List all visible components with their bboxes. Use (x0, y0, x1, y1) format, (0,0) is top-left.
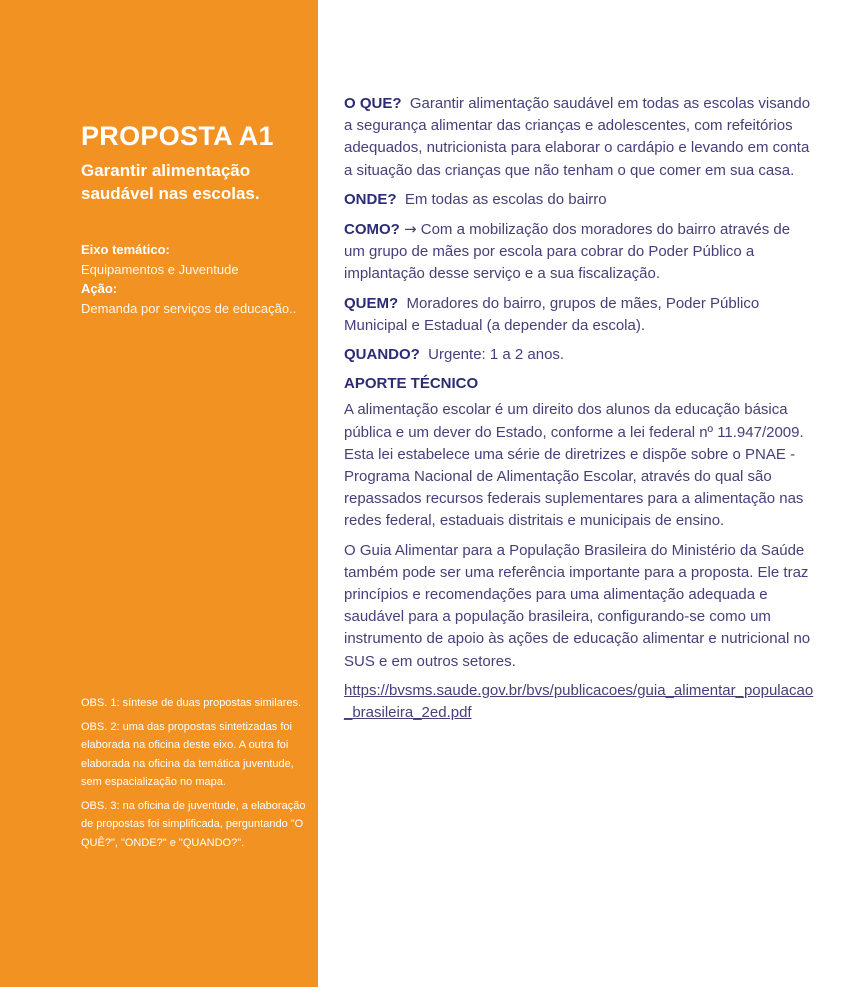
proposal-meta (81, 240, 311, 318)
observations (81, 694, 306, 857)
oque-text: Garantir alimentação saudável em todas as escolas visando a segurança alimentar das crianças e adolescentes, com refeitórios adequados, nutricionista para elaborar o cardápio e levando em conta a situação das crianças que não tenham o que comer em sua casa. (344, 95, 811, 179)
acao-value: Demanda por serviços de educação.. (81, 300, 297, 316)
acao-label: Ação: (81, 281, 118, 296)
obs-note-2: OBS. 2: uma das propostas sintetizadas foi elaborada na oficina deste eixo. A outra foi elaborada na oficina da temática juventude, sem espacialização no mapa. (81, 720, 294, 788)
obs-note-3: OBS. 3: na oficina de juventude, a elaboração de propostas foi simplificada, perguntando "O QUÊ?", "ONDE?" e "QUANDO?". (81, 799, 306, 849)
proposal-content (344, 93, 814, 731)
sidebar-panel (0, 0, 318, 987)
aporte-paragraph-2: O Guia Alimentar para a População Brasileira do Ministério da Saúde também pode ser uma referência importante para a proposta. Ele traz princípios e recomendações para uma alimentação adequada e saudável para a população brasileira, configurando-se como um instrumento de apoio às ações de educação alimentar e nutricional no SUS e em outros setores. (344, 541, 811, 670)
arrow-right-icon: → (404, 220, 417, 239)
eixo-label: Eixo temático: (81, 242, 170, 257)
quem-paragraph (344, 293, 814, 337)
proposal-title: PROPOSTA A1 (81, 121, 274, 151)
aporte-tecnico-heading: APORTE TÉCNICO (344, 375, 479, 393)
oque-label: O QUE? (344, 95, 402, 112)
como-text: Com a mobilização dos moradores do bairro através de um grupo de mães por escola para cobrar do Poder Público a implantação desse serviço e a sua fiscalização. (344, 221, 791, 283)
quando-text: Urgente: 1 a 2 anos. (428, 346, 565, 364)
como-label: COMO? (344, 221, 400, 239)
onde-text: Em todas as escolas do bairro (404, 190, 607, 208)
quem-label: QUEM? (344, 294, 399, 312)
reference-paragraph (344, 680, 814, 724)
obs-note-1: OBS. 1: síntese de duas propostas similares. (81, 697, 302, 709)
oque-paragraph (344, 93, 814, 182)
guia-alimentar-link[interactable]: https://bvsms.saude.gov.br/bvs/publicacoes/guia_alimentar_populacao_brasileira_2ed.pdf (344, 681, 814, 722)
quando-label: QUANDO? (344, 346, 420, 364)
eixo-value: Equipamentos e Juventude (81, 261, 239, 277)
onde-label: ONDE? (344, 190, 397, 208)
aporte-paragraph-1: A alimentação escolar é um direito dos alunos da educação básica pública e um dever do Estado, conforme a lei federal nº 11.947/2009. Esta lei estabelece uma série de diretrizes e dispõe sobre o PNAE - Programa Nacional de Alimentação Escolar, através do qual são repassados recursos federais suplementares para a alimentação nas redes federal, estaduais distritais e municipais de ensino. (344, 401, 804, 530)
proposal-subtitle: Garantir alimentação saudável nas escolas. (81, 161, 260, 203)
quando-paragraph (344, 344, 814, 366)
onde-paragraph (344, 189, 814, 211)
quem-text: Moradores do bairro, grupos de mães, Poder Público Municipal e Estadual (a depender da escola). (344, 294, 760, 334)
como-paragraph (344, 218, 814, 286)
